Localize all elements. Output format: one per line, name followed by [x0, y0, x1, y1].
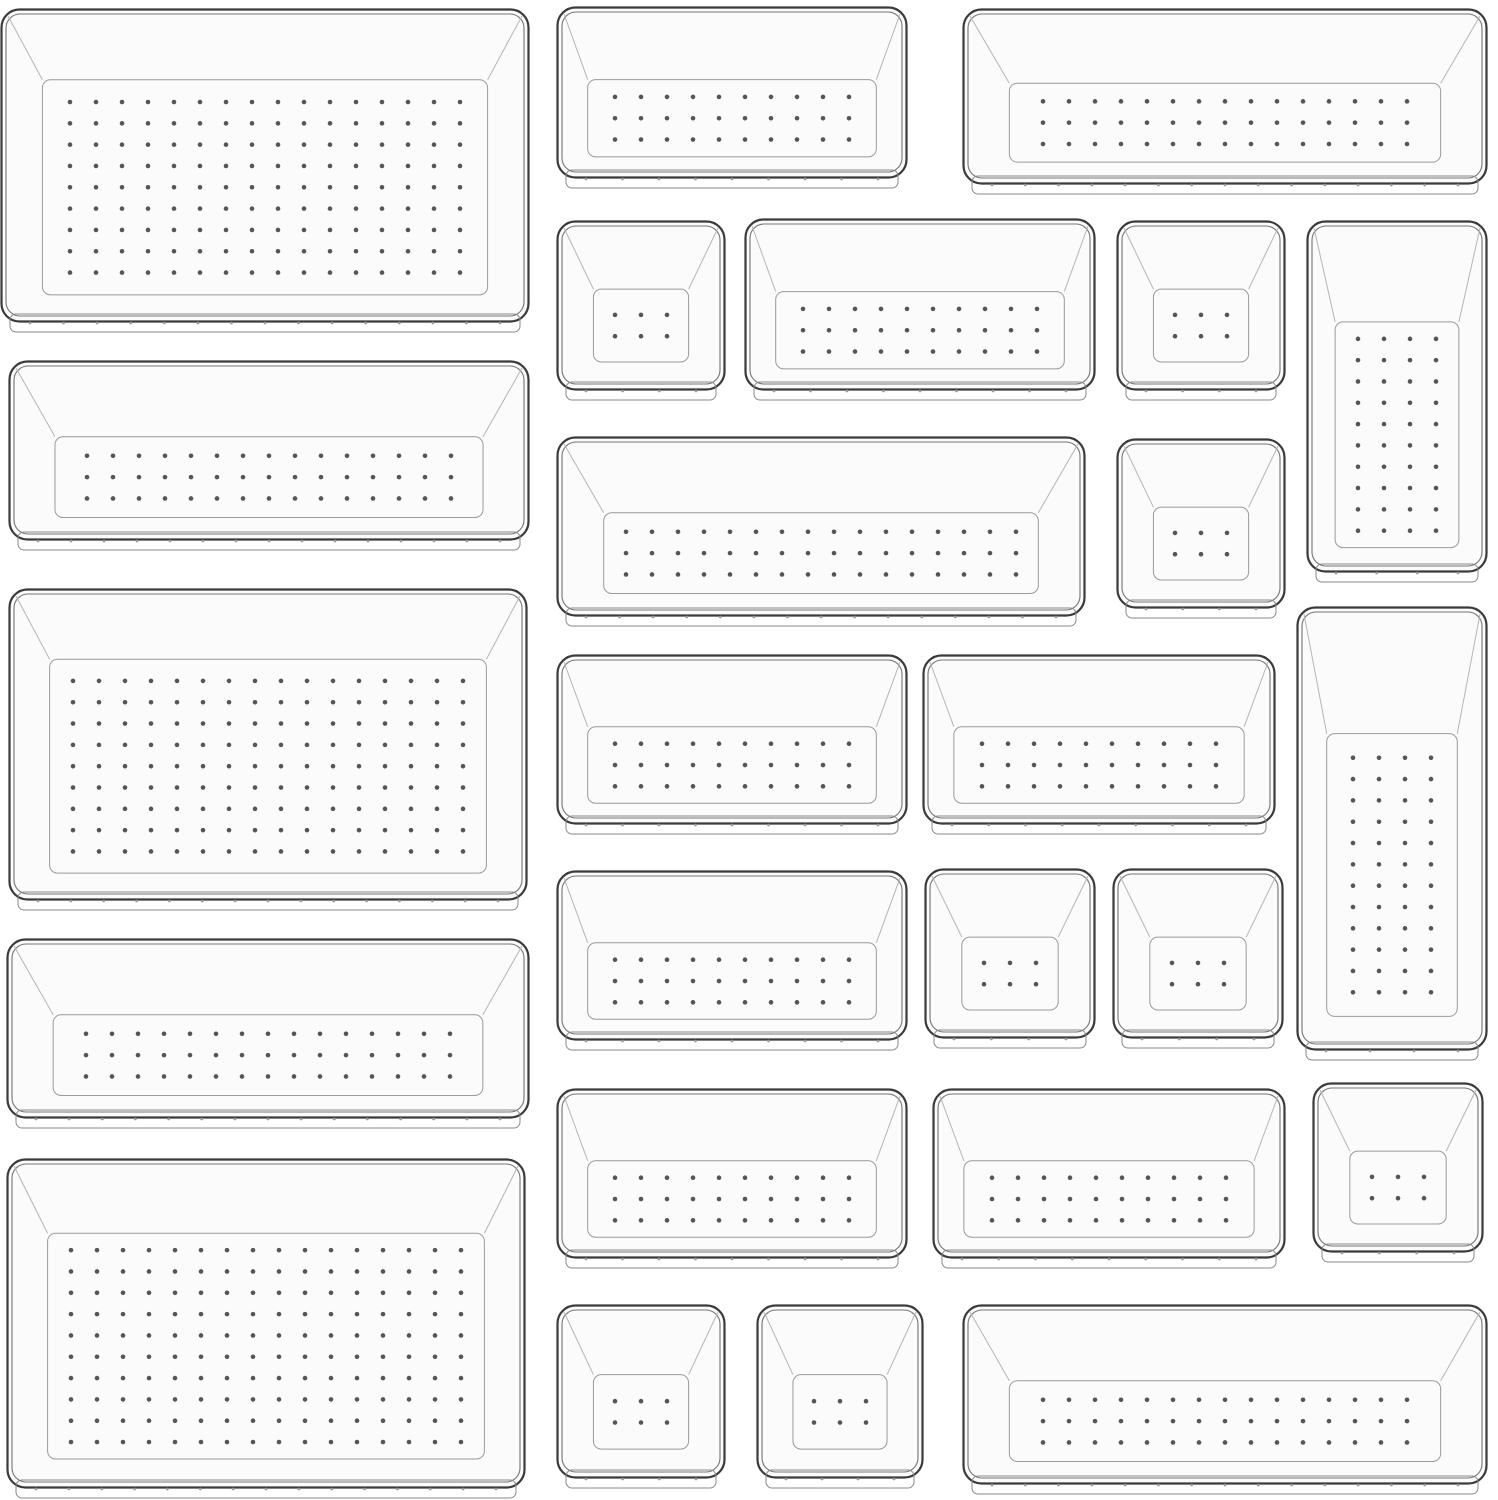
tray-long-5: [962, 1304, 1488, 1496]
tray-large-3: [6, 1158, 526, 1500]
tray-medium-5: [556, 870, 908, 1052]
tray-small-1: [556, 220, 726, 402]
tray-tall-1: [1306, 220, 1488, 584]
tray-long-1: [8, 360, 530, 552]
tray-medium-2: [744, 218, 1096, 402]
tray-small-6: [1312, 1082, 1484, 1264]
tray-small-5: [1112, 868, 1284, 1050]
tray-long-2: [6, 938, 530, 1130]
tray-long-3: [962, 8, 1488, 196]
tray-medium-1: [556, 6, 908, 190]
tray-medium-7: [932, 1088, 1286, 1270]
tray-medium-6: [556, 1088, 908, 1270]
tray-medium-3: [556, 654, 908, 836]
tray-tall-2: [1296, 606, 1488, 1062]
tray-small-3: [1116, 438, 1286, 620]
tray-small-7: [556, 1304, 726, 1490]
tray-large-1: [0, 8, 530, 334]
tray-long-4: [556, 436, 1086, 628]
tray-medium-4: [922, 654, 1276, 836]
tray-small-4: [924, 868, 1096, 1050]
tray-large-2: [8, 588, 528, 912]
tray-small-8: [756, 1304, 924, 1490]
tray-small-2: [1116, 220, 1286, 402]
